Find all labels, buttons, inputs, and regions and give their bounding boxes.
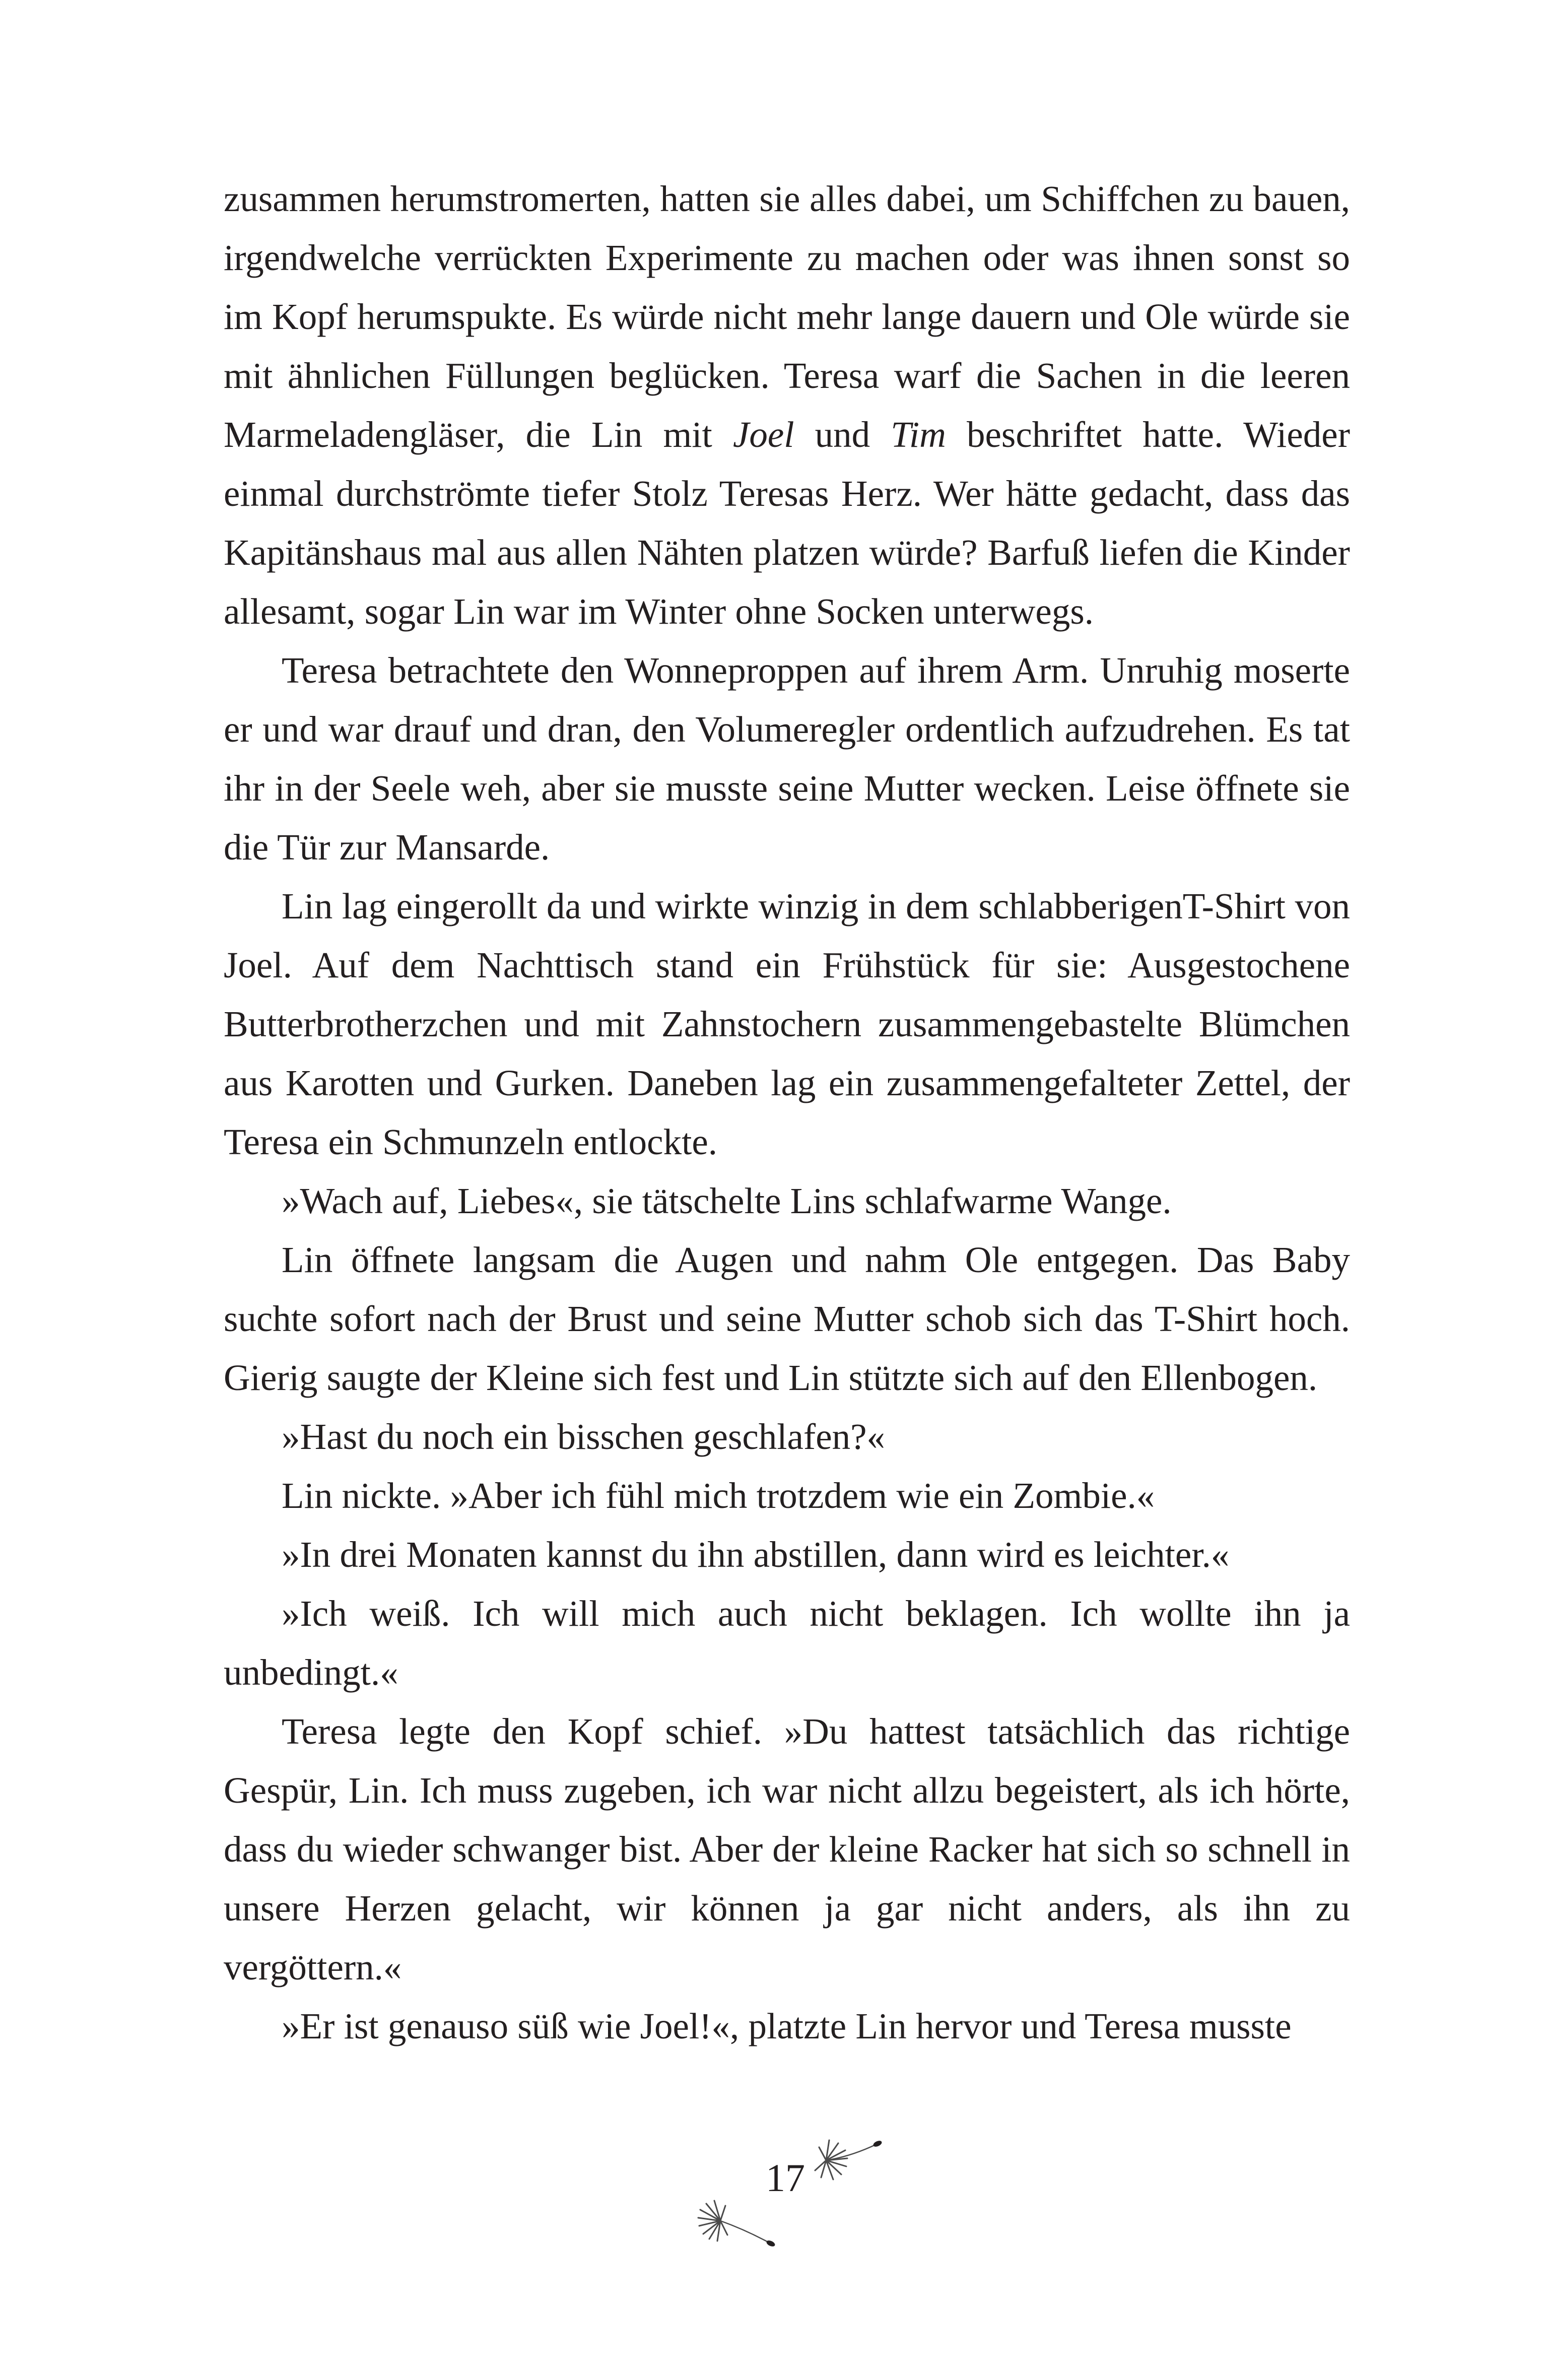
paragraph-text: und [794,414,891,455]
paragraph: »Wach auf, Liebes«, sie tätschelte Lins schlafwarme Wange. [282,1180,1172,1221]
paragraph: Lin öffnete langsam die Augen und nahm Ole entgegen. Das Baby suchte sofort nach der Brust und seine Mutter schob sich das T-Shirt hoch. Gierig saugte der Kleine sich fest und Lin stützte sich auf den Ellenbogen. [224,1239,1350,1398]
paragraph-text: beschriftet hatte. Wieder einmal durchströmte tiefer Stolz Teresas Herz. Wer hätte gedacht, dass das Kapitänshaus mal aus allen Nähten platzen würde? Barfuß liefen die Kinder allesamt, sogar Lin war im Winter ohne Socken unterwegs. [224,414,1351,632]
italic-name-tim: Tim [891,414,946,455]
italic-name-joel: Joel [732,414,794,455]
paragraph: Lin nickte. »Aber ich fühl mich trotzdem wie ein Zombie.« [282,1475,1155,1516]
paragraph: »In drei Monaten kannst du ihn abstillen, dann wird es leichter.« [282,1534,1230,1575]
page-footer [675,2131,937,2252]
paragraph: »Ich weiß. Ich will mich auch nicht beklagen. Ich wollte ihn ja unbedingt.« [224,1593,1350,1693]
page-number: 17 [766,2156,805,2200]
paragraph [224,169,1350,641]
paragraph: Teresa betrachtete den Wonneproppen auf ihrem Arm. Unruhig moserte er und war drauf und dran, den Volumeregler ordentlich aufzudrehen. Es tat ihr in der Seele weh, aber sie musste seine Mutter wecken. Leise öffnete sie die Tür zur Mansarde. [224,650,1350,868]
paragraph: »Er ist genauso süß wie Joel!«, platzte Lin hervor und Teresa musste [282,2006,1292,2046]
body-text [224,169,1350,2056]
paragraph: »Hast du noch ein bisschen geschlafen?« [282,1416,886,1457]
paragraph-text: zusammen herumstromerten, hatten sie alles dabei, um Schiffchen zu bauen, irgendwelche verrückten Experimente zu machen oder was ihnen sonst so im Kopf herumspukte. Es würde nicht mehr lange dauern und Ole würde sie mit ähnlichen Füllungen beglücken. Teresa warf die Sachen in die leeren Marmeladengläser, die Lin mit [224,178,1350,455]
paragraph: Lin lag eingerollt da und wirkte winzig in dem schlabberigenT-Shirt von Joel. Auf dem Nachttisch stand ein Frühstück für sie: Ausgestochene Butterbrotherzchen und mit Zahnstochern zusammengebastelte Blümchen aus Karotten und Gurken. Daneben lag ein zusammengefalteter Zettel, der Teresa ein Schmunzeln entlockte. [224,886,1350,1162]
paragraph: Teresa legte den Kopf schief. »Du hattest tatsächlich das richtige Gespür, Lin. Ich muss zugeben, ich war nicht allzu begeistert, als ich hörte, dass du wieder schwanger bist. Aber der kleine Racker hat sich so schnell in unsere Herzen gelacht, wir können ja gar nicht anders, als ihn zu vergöttern.« [224,1711,1350,1988]
dandelion-seeds-icon [675,2131,937,2252]
